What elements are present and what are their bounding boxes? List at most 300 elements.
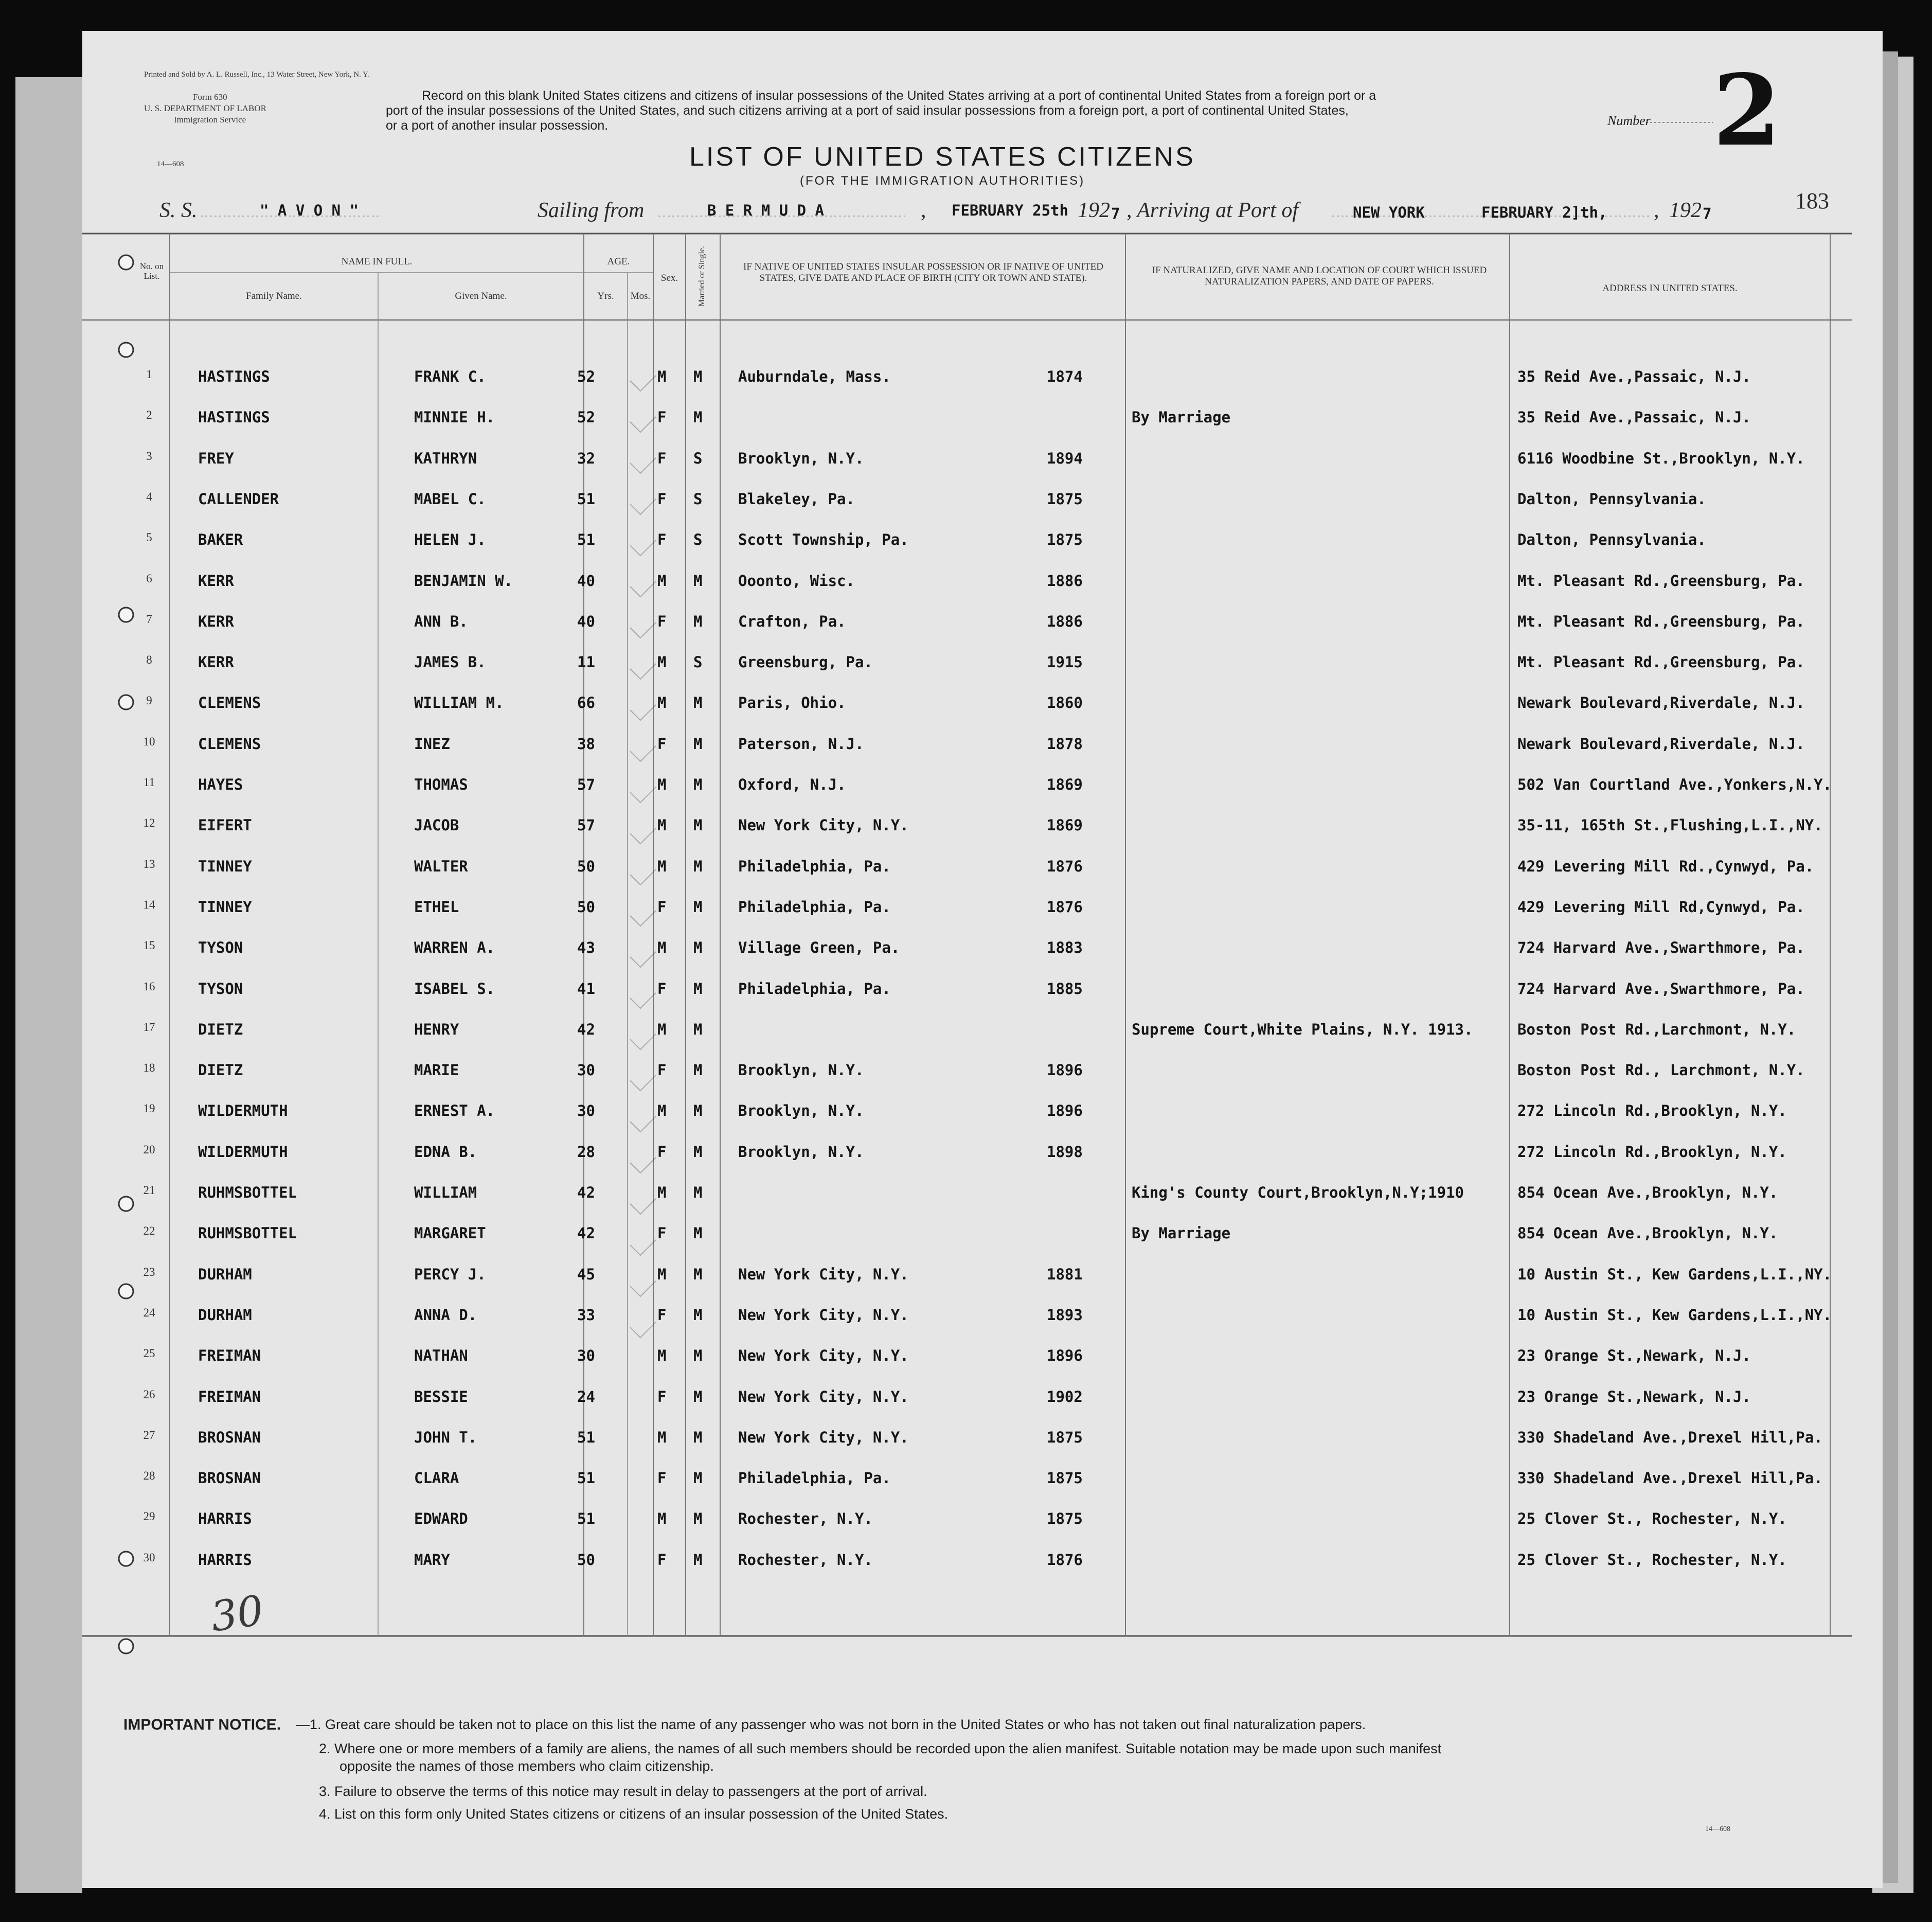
number-label: Number <box>1607 113 1651 128</box>
sex: M <box>657 1510 667 1527</box>
address: 330 Shadeland Ave.,Drexel Hill,Pa. <box>1517 1429 1823 1446</box>
service-label: Immigration Service <box>174 115 246 124</box>
given-name: WILLIAM <box>414 1184 477 1201</box>
birth-year: 1896 <box>1047 1102 1083 1119</box>
birth-year: 1883 <box>1047 939 1083 956</box>
age-years: 30 <box>577 1102 595 1119</box>
family-name: DURHAM <box>198 1306 252 1324</box>
sex: M <box>657 1184 667 1201</box>
table-row <box>82 1061 1852 1082</box>
table-row <box>82 1224 1852 1245</box>
address: 10 Austin St., Kew Gardens,L.I.,NY. <box>1517 1306 1832 1324</box>
birthplace: Paterson, N.J. <box>738 735 864 753</box>
table-row <box>82 1102 1852 1123</box>
form-number: Form 630 <box>193 92 227 102</box>
given-name: ANNA D. <box>414 1306 477 1324</box>
given-name: ISABEL S. <box>414 980 495 998</box>
row-number: 24 <box>143 1306 155 1319</box>
given-name: JAMES B. <box>414 653 486 671</box>
sex: M <box>657 572 667 590</box>
birth-year: 1875 <box>1047 1469 1083 1487</box>
family-name: FREIMAN <box>198 1347 261 1364</box>
sex: F <box>657 490 667 508</box>
birthplace: Village Green, Pa. <box>738 939 900 956</box>
family-name: DIETZ <box>198 1061 243 1079</box>
table-row <box>82 1469 1852 1490</box>
table-row <box>82 858 1852 878</box>
birthplace: New York City, N.Y. <box>738 816 909 834</box>
marital-status: M <box>693 1388 703 1405</box>
table-row <box>82 1551 1852 1572</box>
birth-year: 1881 <box>1047 1266 1083 1283</box>
birth-year: 1898 <box>1047 1143 1083 1161</box>
sex: M <box>657 776 667 793</box>
given-name: WARREN A. <box>414 939 495 956</box>
given-name: CLARA <box>414 1469 459 1487</box>
birth-year: 1896 <box>1047 1347 1083 1364</box>
age-years: 40 <box>577 613 595 630</box>
birth-year: 1876 <box>1047 898 1083 916</box>
birth-year: 1875 <box>1047 1510 1083 1527</box>
birthplace: Brooklyn, N.Y. <box>738 1143 864 1161</box>
row-number: 14 <box>143 898 155 911</box>
marital-status: M <box>693 1551 703 1569</box>
marital-status: M <box>693 1347 703 1364</box>
table-row <box>82 531 1852 551</box>
given-name: KATHRYN <box>414 450 477 467</box>
birth-year: 1875 <box>1047 1429 1083 1446</box>
age-years: 24 <box>577 1388 595 1405</box>
address: 25 Clover St., Rochester, N.Y. <box>1517 1510 1787 1527</box>
birthplace: Brooklyn, N.Y. <box>738 450 864 467</box>
address: 724 Harvard Ave.,Swarthmore, Pa. <box>1517 939 1805 956</box>
age-years: 43 <box>577 939 595 956</box>
birth-year: 1886 <box>1047 613 1083 630</box>
notice-item-4: 4. List on this form only United States citizens or citizens of an insular possession of the United States. <box>319 1806 949 1822</box>
birth-year: 1875 <box>1047 531 1083 548</box>
address: 25 Clover St., Rochester, N.Y. <box>1517 1551 1787 1569</box>
given-name: INEZ <box>414 735 450 753</box>
sex: M <box>657 858 667 875</box>
age-years: 30 <box>577 1061 595 1079</box>
birth-year: 1876 <box>1047 1551 1083 1569</box>
row-number: 27 <box>143 1429 155 1442</box>
birthplace: New York City, N.Y. <box>738 1347 909 1364</box>
row-number: 26 <box>143 1388 155 1401</box>
marital-status: M <box>693 1184 703 1201</box>
family-name: TINNEY <box>198 858 252 875</box>
given-name: ERNEST A. <box>414 1102 495 1119</box>
family-name: CLEMENS <box>198 735 261 753</box>
birthplace: Brooklyn, N.Y. <box>738 1061 864 1079</box>
table-row <box>82 1143 1852 1164</box>
notice-item-3: 3. Failure to observe the terms of this notice may result in delay to passengers at the port of arrival. <box>319 1784 927 1799</box>
family-name: HARRIS <box>198 1510 252 1527</box>
sex: M <box>657 1266 667 1283</box>
age-years: 57 <box>577 776 595 793</box>
address: 272 Lincoln Rd.,Brooklyn, N.Y. <box>1517 1102 1787 1119</box>
table-row <box>82 1429 1852 1449</box>
sex: M <box>657 653 667 671</box>
age-years: 28 <box>577 1143 595 1161</box>
arriving-label: , Arriving at Port of <box>1126 199 1299 222</box>
birth-year: 1876 <box>1047 858 1083 875</box>
address: Newark Boulevard,Riverdale, N.J. <box>1517 735 1805 753</box>
row-number: 4 <box>146 490 152 503</box>
given-name: PERCY J. <box>414 1266 486 1283</box>
record-instruction-line-1: Record on this blank United States citizens and citizens of insular possessions of the United States arriving at a port of continental United States from a foreign port or a <box>422 88 1376 103</box>
birthplace: Brooklyn, N.Y. <box>738 1102 864 1119</box>
form-subtitle: (FOR THE IMMIGRATION AUTHORITIES) <box>800 174 1085 188</box>
birthplace: Philadelphia, Pa. <box>738 898 891 916</box>
marital-status: M <box>693 613 703 630</box>
col-birthplace: IF NATIVE OF UNITED STATES INSULAR POSSESSION OR IF NATIVE OF UNITED STATES, GIVE DATE AND PLACE OF BIRTH (CITY OR TOWN AND STATE). <box>743 261 1103 283</box>
table-row <box>82 980 1852 1001</box>
table-row <box>82 1510 1852 1531</box>
list-number: 2 <box>1713 53 1781 168</box>
comma-1: , <box>921 199 926 222</box>
family-name: HASTINGS <box>198 368 270 385</box>
birth-year: 1860 <box>1047 694 1083 711</box>
given-name: HENRY <box>414 1021 459 1038</box>
marital-status: M <box>693 980 703 998</box>
row-number: 1 <box>146 368 152 381</box>
age-years: 32 <box>577 450 595 467</box>
row-number: 25 <box>143 1347 155 1360</box>
row-number: 30 <box>143 1551 155 1564</box>
birthplace: Crafton, Pa. <box>738 613 846 630</box>
row-number: 3 <box>146 450 152 462</box>
given-name: NATHAN <box>414 1347 468 1364</box>
family-name: KERR <box>198 572 234 590</box>
marital-status: M <box>693 1266 703 1283</box>
age-years: 33 <box>577 1306 595 1324</box>
family-name: KERR <box>198 653 234 671</box>
row-number: 28 <box>143 1469 155 1482</box>
notice-heading: IMPORTANT NOTICE. <box>123 1716 281 1733</box>
notice-item-2: 2. Where one or more members of a family are aliens, the names of all such members should be recorded upon the alien manifest. Suitable notation may be made upon such manifest <box>319 1741 1442 1756</box>
marital-status: M <box>693 1469 703 1487</box>
comma-2: , <box>1654 199 1659 222</box>
birthplace: Blakeley, Pa. <box>738 490 855 508</box>
family-name: EIFERT <box>198 816 252 834</box>
departure-date: FEBRUARY 25th <box>952 202 1068 219</box>
naturalization: By Marriage <box>1132 1224 1231 1242</box>
address: 6116 Woodbine St.,Brooklyn, N.Y. <box>1517 450 1805 467</box>
family-name: HAYES <box>198 776 243 793</box>
ss-label: S. S. <box>159 199 198 222</box>
handwritten-total: 30 <box>208 1586 266 1641</box>
table-row <box>82 613 1852 633</box>
marital-status: M <box>693 1143 703 1161</box>
family-name: WILDERMUTH <box>198 1143 288 1161</box>
row-number: 2 <box>146 408 152 421</box>
sex: M <box>657 1429 667 1446</box>
sex: F <box>657 531 667 548</box>
sex: F <box>657 1143 667 1161</box>
table-row <box>82 490 1852 511</box>
birth-year: 1915 <box>1047 653 1083 671</box>
form-code: 14—608 <box>157 160 184 168</box>
marital-status: M <box>693 1102 703 1119</box>
given-name: HELEN J. <box>414 531 486 548</box>
given-name: EDWARD <box>414 1510 468 1527</box>
given-name: ETHEL <box>414 898 459 916</box>
age-years: 30 <box>577 1347 595 1364</box>
col-age-yrs: Yrs. <box>597 291 614 301</box>
given-name: JOHN T. <box>414 1429 477 1446</box>
table-row <box>82 735 1852 756</box>
given-name: BESSIE <box>414 1388 468 1405</box>
birthplace: New York City, N.Y. <box>738 1388 909 1405</box>
given-name: ANN B. <box>414 613 468 630</box>
given-name: EDNA B. <box>414 1143 477 1161</box>
birth-year: 1885 <box>1047 980 1083 998</box>
row-number: 15 <box>143 939 155 952</box>
table-row <box>82 572 1852 593</box>
birth-year: 1902 <box>1047 1388 1083 1405</box>
row-number: 6 <box>146 572 152 585</box>
address: Boston Post Rd., Larchmont, N.Y. <box>1517 1061 1805 1079</box>
col-married-single: Married or Single. <box>697 246 706 307</box>
marital-status: M <box>693 1224 703 1242</box>
family-name: TYSON <box>198 939 243 956</box>
table-row <box>82 653 1852 674</box>
notice-item-1: —1. Great care should be taken not to place on this list the name of any passenger who was not born in the United States or who has not taken out final naturalization papers. <box>296 1717 1366 1732</box>
marital-status: M <box>693 939 703 956</box>
age-years: 50 <box>577 898 595 916</box>
age-years: 51 <box>577 1510 595 1527</box>
sex: M <box>657 816 667 834</box>
given-name: MARY <box>414 1551 450 1569</box>
address: Mt. Pleasant Rd.,Greensburg, Pa. <box>1517 572 1805 590</box>
department-label: U. S. DEPARTMENT OF LABOR <box>144 103 266 113</box>
family-name: WILDERMUTH <box>198 1102 288 1119</box>
departure-year-digit: 7 <box>1111 205 1120 222</box>
address: 23 Orange St.,Newark, N.J. <box>1517 1347 1751 1364</box>
age-years: 51 <box>577 531 595 548</box>
table-row <box>82 816 1852 837</box>
family-name: CALLENDER <box>198 490 279 508</box>
row-number: 7 <box>146 613 152 626</box>
birthplace: Paris, Ohio. <box>738 694 846 711</box>
family-name: DURHAM <box>198 1266 252 1283</box>
sex: F <box>657 1388 667 1405</box>
address: 854 Ocean Ave.,Brooklyn, N.Y. <box>1517 1184 1778 1201</box>
row-number: 12 <box>143 816 155 829</box>
age-years: 66 <box>577 694 595 711</box>
form-rules <box>82 31 1883 1888</box>
birthplace: New York City, N.Y. <box>738 1429 909 1446</box>
table-row <box>82 776 1852 796</box>
address: 23 Orange St.,Newark, N.J. <box>1517 1388 1751 1405</box>
family-name: DIETZ <box>198 1021 243 1038</box>
family-name: KERR <box>198 613 234 630</box>
address: 724 Harvard Ave.,Swarthmore, Pa. <box>1517 980 1805 998</box>
marital-status: S <box>693 531 703 548</box>
marital-status: M <box>693 572 703 590</box>
notice-item-2-cont: opposite the names of those members who claim citizenship. <box>339 1758 714 1774</box>
arrival-year-digit: 7 <box>1703 205 1712 222</box>
age-years: 51 <box>577 1469 595 1487</box>
sex: F <box>657 613 667 630</box>
marital-status: S <box>693 450 703 467</box>
footer-form-code: 14—608 <box>1705 1825 1730 1833</box>
departure-port: B E R M U D A <box>707 202 824 219</box>
sex: M <box>657 1102 667 1119</box>
age-years: 41 <box>577 980 595 998</box>
age-years: 51 <box>577 1429 595 1446</box>
row-number: 29 <box>143 1510 155 1523</box>
arrival-year-prefix: 192 <box>1669 199 1702 222</box>
given-name: MINNIE H. <box>414 408 495 426</box>
table-row <box>82 368 1852 388</box>
sex: F <box>657 898 667 916</box>
sex: F <box>657 450 667 467</box>
birthplace: Philadelphia, Pa. <box>738 1469 891 1487</box>
sex: F <box>657 1306 667 1324</box>
given-name: MARGARET <box>414 1224 486 1242</box>
birth-year: 1894 <box>1047 450 1083 467</box>
age-years: 57 <box>577 816 595 834</box>
marital-status: M <box>693 1510 703 1527</box>
family-name: HASTINGS <box>198 408 270 426</box>
address: 429 Levering Mill Rd.,Cynwyd, Pa. <box>1517 858 1814 875</box>
family-name: CLEMENS <box>198 694 261 711</box>
table-row <box>82 1184 1852 1204</box>
row-number: 23 <box>143 1266 155 1278</box>
col-name-in-full: NAME IN FULL. <box>341 256 413 267</box>
record-instruction-line-3: or a port of another insular possession. <box>386 118 609 133</box>
family-name: TINNEY <box>198 898 252 916</box>
age-years: 45 <box>577 1266 595 1283</box>
address: 35-11, 165th St.,Flushing,L.I.,NY. <box>1517 816 1823 834</box>
row-number: 20 <box>143 1143 155 1156</box>
birthplace: Rochester, N.Y. <box>738 1510 873 1527</box>
table-row <box>82 898 1852 919</box>
page-number: 183 <box>1795 188 1829 213</box>
address: 10 Austin St., Kew Gardens,L.I.,NY. <box>1517 1266 1832 1283</box>
age-years: 50 <box>577 1551 595 1569</box>
sex: F <box>657 1061 667 1079</box>
arrival-date: FEBRUARY 2]th, <box>1481 204 1607 221</box>
sex: F <box>657 735 667 753</box>
address: 854 Ocean Ave.,Brooklyn, N.Y. <box>1517 1224 1778 1242</box>
birth-year: 1869 <box>1047 816 1083 834</box>
sex: F <box>657 1469 667 1487</box>
marital-status: M <box>693 1021 703 1038</box>
sex: F <box>657 1224 667 1242</box>
naturalization: By Marriage <box>1132 408 1231 426</box>
birth-year: 1869 <box>1047 776 1083 793</box>
address: Boston Post Rd.,Larchmont, N.Y. <box>1517 1021 1796 1038</box>
birth-year: 1886 <box>1047 572 1083 590</box>
marital-status: M <box>693 1429 703 1446</box>
row-number: 13 <box>143 858 155 870</box>
row-number: 22 <box>143 1224 155 1237</box>
table-row <box>82 939 1852 959</box>
table-row <box>82 1306 1852 1327</box>
birthplace: Oxford, N.J. <box>738 776 846 793</box>
sailing-label: Sailing from <box>538 199 645 222</box>
col-given-name: Given Name. <box>455 291 507 301</box>
age-years: 52 <box>577 408 595 426</box>
family-name: HARRIS <box>198 1551 252 1569</box>
table-row <box>82 1266 1852 1286</box>
marital-status: M <box>693 694 703 711</box>
sex: F <box>657 1551 667 1569</box>
form-sheet <box>82 31 1883 1888</box>
family-name: BROSNAN <box>198 1469 261 1487</box>
birth-year: 1874 <box>1047 368 1083 385</box>
marital-status: M <box>693 1306 703 1324</box>
given-name: WILLIAM M. <box>414 694 504 711</box>
sex: M <box>657 1347 667 1364</box>
col-age-mos: Mos. <box>630 291 651 301</box>
age-years: 50 <box>577 858 595 875</box>
row-number: 10 <box>143 735 155 748</box>
col-sex: Sex. <box>660 273 678 283</box>
marital-status: M <box>693 408 703 426</box>
row-number: 17 <box>143 1021 155 1034</box>
col-naturalized: IF NATURALIZED, GIVE NAME AND LOCATION OF COURT WHICH ISSUED NATURALIZATION PAPERS, AND DATE OF PAPERS. <box>1152 265 1487 287</box>
age-years: 42 <box>577 1021 595 1038</box>
table-row <box>82 1021 1852 1041</box>
birthplace: Ooonto, Wisc. <box>738 572 855 590</box>
row-number: 5 <box>146 531 152 544</box>
marital-status: M <box>693 776 703 793</box>
row-number: 11 <box>143 776 155 789</box>
record-instruction-line-2: port of the insular possessions of the United States, and such citizens arriving at a port of said insular possessions from a foreign port, a port of continental United States, <box>386 103 1349 118</box>
family-name: FREIMAN <box>198 1388 261 1405</box>
sex: M <box>657 368 667 385</box>
sex: M <box>657 939 667 956</box>
sex: F <box>657 408 667 426</box>
address: 429 Levering Mill Rd,Cynwyd, Pa. <box>1517 898 1805 916</box>
marital-status: M <box>693 858 703 875</box>
address: 35 Reid Ave.,Passaic, N.J. <box>1517 368 1751 385</box>
given-name: WALTER <box>414 858 468 875</box>
birthplace: Greensburg, Pa. <box>738 653 873 671</box>
birthplace: Rochester, N.Y. <box>738 1551 873 1569</box>
address: 35 Reid Ave.,Passaic, N.J. <box>1517 408 1751 426</box>
family-name: BAKER <box>198 531 243 548</box>
sex: F <box>657 980 667 998</box>
col-no-on-list: No. on List. <box>139 261 164 281</box>
birthplace: New York City, N.Y. <box>738 1266 909 1283</box>
birthplace: Auburndale, Mass. <box>738 368 891 385</box>
birth-year: 1893 <box>1047 1306 1083 1324</box>
table-row <box>82 1388 1852 1409</box>
form-title: LIST OF UNITED STATES CITIZENS <box>689 142 1195 172</box>
table-row <box>82 1347 1852 1367</box>
row-number: 18 <box>143 1061 155 1074</box>
table-row <box>82 408 1852 429</box>
family-name: FREY <box>198 450 234 467</box>
col-age: AGE. <box>607 256 630 267</box>
row-number: 8 <box>146 653 152 666</box>
address: Mt. Pleasant Rd.,Greensburg, Pa. <box>1517 653 1805 671</box>
naturalization: King's County Court,Brooklyn,N.Y;1910 <box>1132 1184 1464 1201</box>
sex: M <box>657 1021 667 1038</box>
marital-status: S <box>693 490 703 508</box>
birthplace: Philadelphia, Pa. <box>738 858 891 875</box>
col-address: ADDRESS IN UNITED STATES. <box>1602 283 1738 294</box>
sex: M <box>657 694 667 711</box>
address: 330 Shadeland Ave.,Drexel Hill,Pa. <box>1517 1469 1823 1487</box>
address: 272 Lincoln Rd.,Brooklyn, N.Y. <box>1517 1143 1787 1161</box>
age-years: 38 <box>577 735 595 753</box>
